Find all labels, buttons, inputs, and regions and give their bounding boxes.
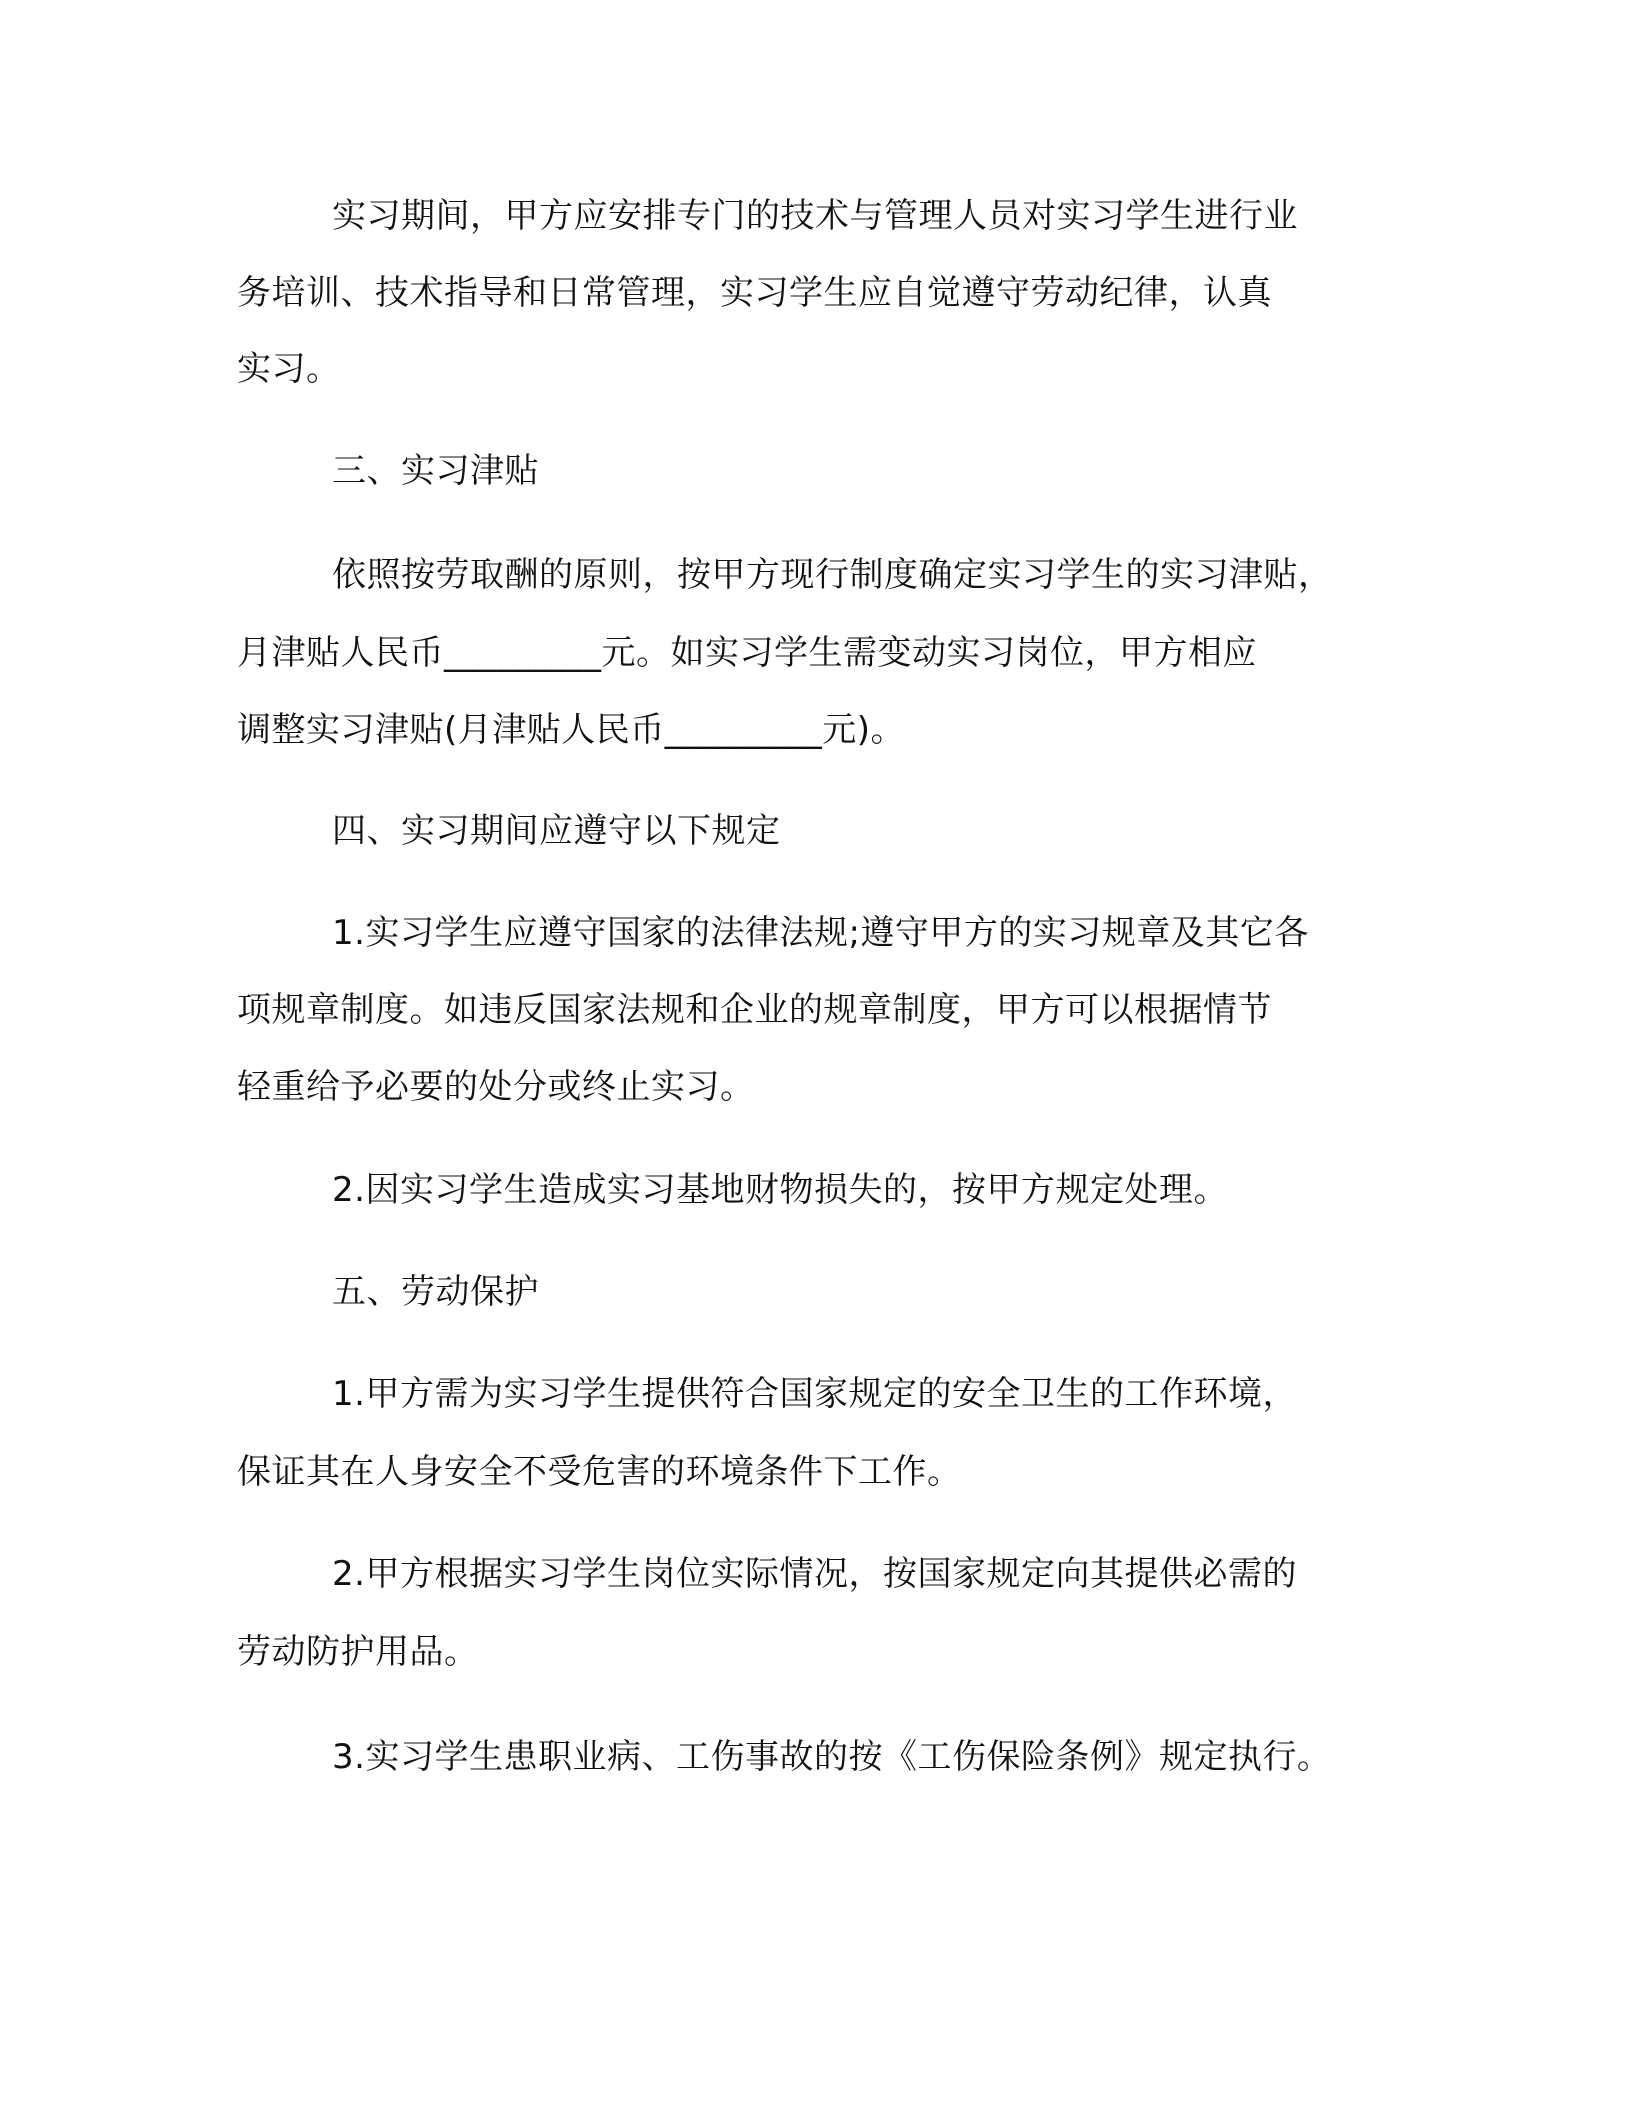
paragraph-line: 劳动防护用品。 [237, 1632, 479, 1672]
paragraph-line: 1.甲方需为实习学生提供符合国家规定的安全卫生的工作环境， [332, 1374, 1297, 1414]
paragraph-line: 2.甲方根据实习学生岗位实际情况，按国家规定向其提供必需的 [332, 1554, 1297, 1594]
paragraph-line: 轻重给予必要的处分或终止实习。 [237, 1067, 755, 1107]
paragraph-line: 实习。 [237, 349, 341, 389]
paragraph-line: 项规章制度。如违反国家法规和企业的规章制度，甲方可以根据情节 [237, 990, 1272, 1030]
section-heading: 五、劳动保护 [332, 1272, 539, 1312]
paragraph-line: 3.实习学生患职业病、工伤事故的按《工伤保险条例》规定执行。 [332, 1737, 1332, 1777]
paragraph-line: 保证其在人身安全不受危害的环境条件下工作。 [237, 1452, 962, 1492]
section-heading: 三、实习津贴 [332, 451, 539, 491]
paragraph-line: 实习期间，甲方应安排专门的技术与管理人员对实习学生进行业 [332, 196, 1298, 236]
paragraph-line: 调整实习津贴(月津贴人民币_________元)。 [237, 710, 906, 750]
paragraph-line: 2.因实习学生造成实习基地财物损失的，按甲方规定处理。 [332, 1170, 1228, 1210]
paragraph-line: 月津贴人民币_________元。如实习学生需变动实习岗位，甲方相应 [237, 633, 1257, 673]
paragraph-line: 依照按劳取酬的原则，按甲方现行制度确定实习学生的实习津贴， [332, 555, 1333, 595]
paragraph-line: 务培训、技术指导和日常管理，实习学生应自觉遵守劳动纪律，认真 [237, 273, 1272, 313]
section-heading: 四、实习期间应遵守以下规定 [332, 811, 781, 851]
paragraph-line: 1.实习学生应遵守国家的法律法规;遵守甲方的实习规章及其它各 [332, 913, 1309, 953]
